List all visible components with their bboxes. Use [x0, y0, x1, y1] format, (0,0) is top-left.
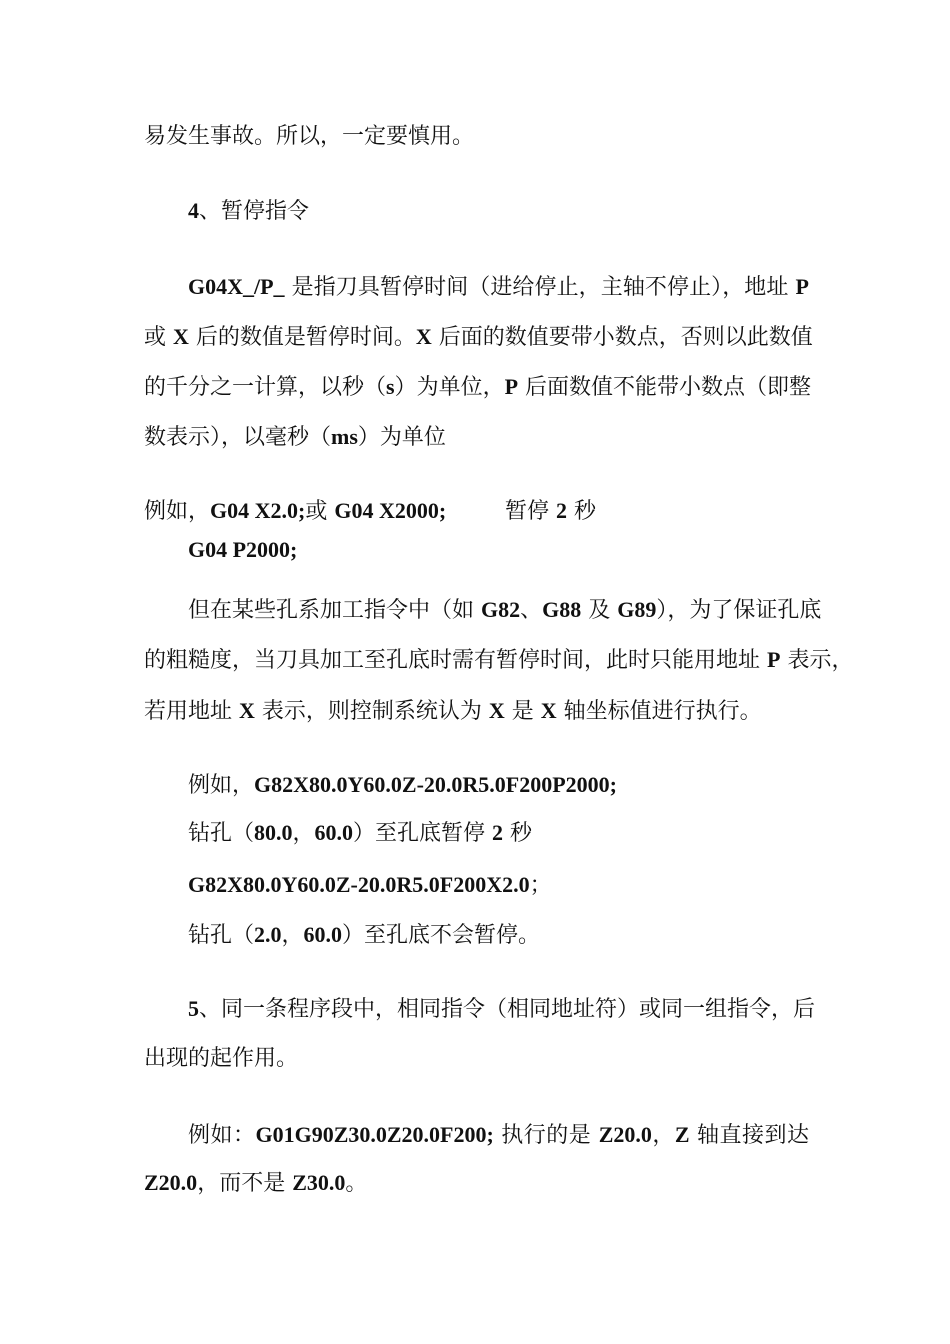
text: 例如：	[188, 1123, 256, 1148]
example2-line1	[188, 770, 617, 801]
text: ，而不是	[197, 1171, 293, 1196]
text: 但在某些孔系加工指令中（如	[188, 598, 481, 623]
text: 若用地址	[144, 699, 239, 724]
text: 例如，	[188, 773, 255, 798]
continuation-line	[144, 122, 474, 152]
para2-line1	[188, 595, 822, 626]
code: G82X80.0Y60.0Z-20.0R5.0F200P2000;	[254, 772, 617, 797]
example1-note	[505, 496, 596, 527]
code: X	[173, 324, 189, 349]
text: 的千分之一计算，以秒（	[144, 375, 387, 400]
text: 的粗糙度，当刀具加工至孔底时需有暂停时间，此时只能用地址	[144, 648, 767, 673]
section-4-heading	[188, 196, 309, 227]
text: ，	[292, 821, 315, 846]
text: ）至孔底不会暂停。	[342, 923, 541, 948]
code: G04X_/P_	[188, 274, 285, 299]
example2-line3	[188, 870, 552, 901]
text: 后面的数值要带小数点，否则以此数值	[431, 325, 813, 350]
text: ；	[529, 873, 552, 898]
example1-line1	[144, 496, 446, 527]
text: ，	[651, 1123, 675, 1148]
text: 钻孔（	[188, 821, 255, 846]
para1-line4	[144, 422, 446, 453]
code: G89	[617, 597, 657, 622]
text: ）为单位，	[394, 375, 505, 400]
text: 轴坐标值进行执行。	[556, 699, 762, 724]
text: 例如，	[144, 499, 211, 524]
text: 出现的起作用。	[144, 1046, 299, 1071]
text: 秒	[503, 821, 533, 846]
code: G82X80.0Y60.0Z-20.0R5.0F200X2.0	[188, 872, 530, 897]
text: 易发生事故。所以，一定要慎用。	[144, 124, 475, 149]
example2-line2	[188, 818, 532, 849]
example3-line1	[188, 1120, 809, 1151]
text: ），为了保证孔底	[656, 598, 822, 623]
text: 。	[345, 1171, 368, 1196]
code: 60.0	[314, 820, 354, 845]
text: 秒	[567, 499, 596, 524]
text: 后面数值不能带小数点（即整	[518, 375, 812, 400]
para2-line3	[144, 696, 762, 727]
example2-line4	[188, 920, 540, 951]
code: X	[488, 698, 505, 723]
para1-line2	[144, 322, 813, 353]
text: 或	[144, 325, 173, 350]
text: 是	[504, 699, 541, 724]
section-5-line1	[188, 994, 816, 1025]
code: G04 X2.0;	[210, 498, 306, 523]
text: 表示，则控制系统认为	[254, 699, 489, 724]
code: Z20.0	[144, 1170, 198, 1195]
code: Z20.0	[598, 1122, 652, 1147]
code: 2.0	[254, 922, 282, 947]
code: G88	[542, 597, 582, 622]
text: 钻孔（	[188, 923, 255, 948]
text: ，	[281, 923, 304, 948]
text: 、同一条程序段中，相同指令（相同地址符）或同一组指令，后	[199, 997, 816, 1022]
para1-line3	[144, 372, 812, 403]
code: X	[415, 324, 432, 349]
text: 是指刀具暂停时间（进给停止，主轴不停止），地址	[284, 275, 796, 300]
example3-line2	[144, 1168, 367, 1199]
code: G04 X2000;	[334, 498, 447, 523]
para2-line2	[144, 645, 854, 676]
code: Z30.0	[292, 1170, 346, 1195]
para1-line1	[188, 272, 809, 303]
text: 、	[520, 598, 543, 623]
text: 数表示），以毫秒（	[144, 425, 332, 450]
code: G04 P2000;	[188, 537, 298, 562]
text: 或	[305, 499, 335, 524]
section-5-line2	[144, 1044, 298, 1074]
code: G82	[481, 597, 521, 622]
text: 轴直接到达	[689, 1123, 809, 1148]
code: P	[504, 374, 519, 399]
code: ms	[331, 424, 358, 449]
code: 2	[492, 820, 504, 845]
code: P	[795, 274, 809, 299]
code: P	[767, 647, 781, 672]
section-number: 4	[188, 198, 199, 223]
text: 表示，	[780, 648, 854, 673]
code: 80.0	[254, 820, 293, 845]
code: 2	[556, 498, 567, 523]
text: 执行的是	[493, 1123, 599, 1148]
section-title: 、暂停指令	[199, 199, 310, 224]
text: ）为单位	[357, 425, 446, 450]
code: s	[386, 374, 395, 399]
code: X	[239, 698, 255, 723]
text: ）至孔底暂停	[353, 821, 493, 846]
code: X	[540, 698, 557, 723]
example1-line2	[188, 535, 297, 566]
code: G01G90Z30.0Z20.0F200;	[255, 1122, 494, 1147]
text: 及	[581, 598, 618, 623]
section-number: 5	[188, 996, 199, 1021]
text: 暂停	[505, 499, 556, 524]
text: 后的数值是暂停时间。	[188, 325, 416, 350]
code: Z	[674, 1122, 690, 1147]
code: 60.0	[303, 922, 343, 947]
